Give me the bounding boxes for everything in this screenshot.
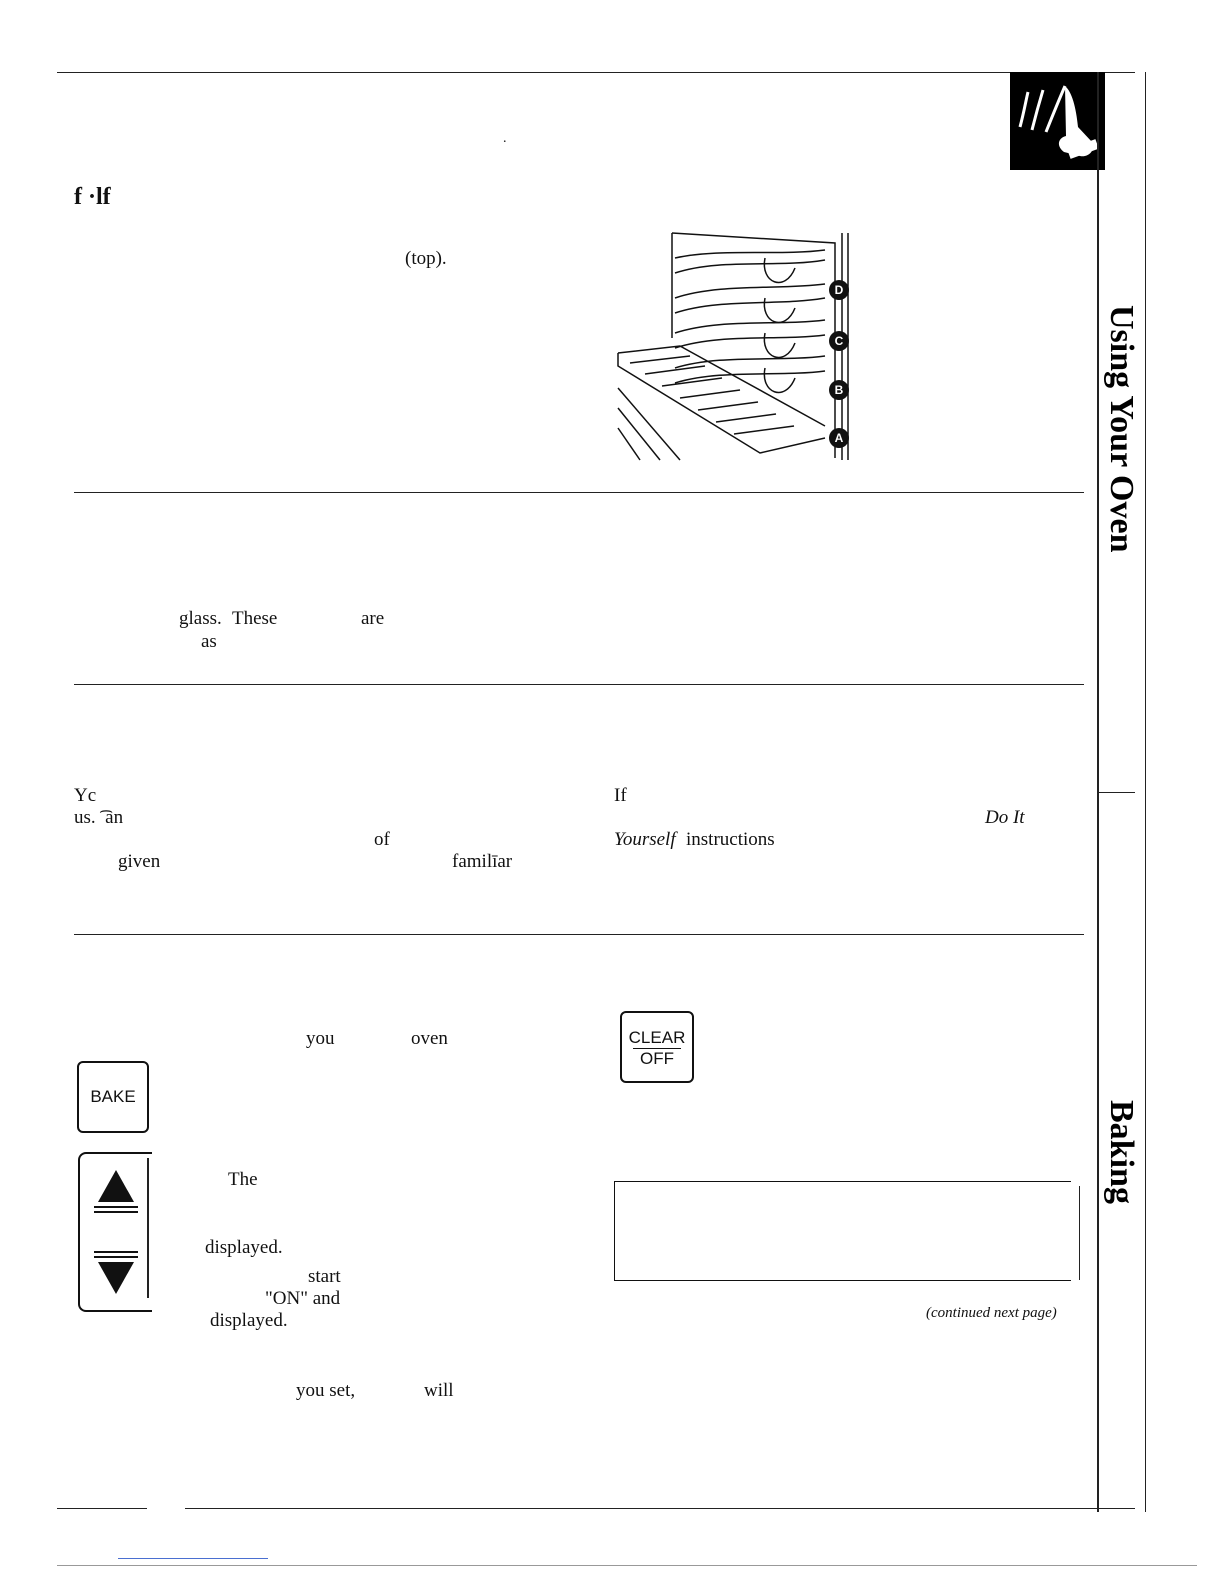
arrows-text5: displayed. <box>210 1310 288 1331</box>
bottom-rule-right <box>185 1508 1135 1509</box>
left-line4-b: familīar <box>452 851 513 872</box>
right-line3-italic: Yourself <box>614 829 676 850</box>
rack-position-d: D <box>829 280 849 300</box>
left-line2: us. ͡ an <box>74 807 124 828</box>
header-dot: . <box>503 131 507 146</box>
footer-rule <box>57 1565 1197 1566</box>
divider-1 <box>74 492 1084 493</box>
bottom-you-set: you set, <box>296 1380 356 1401</box>
right-line1: If <box>614 785 627 806</box>
arrow-keypad <box>78 1152 152 1312</box>
clear-off-key-button[interactable] <box>620 1011 694 1083</box>
note-box <box>614 1181 1071 1281</box>
section-heading-fragment: f ·lf <box>74 184 111 210</box>
arrows-text3: start <box>308 1266 341 1287</box>
arrows-text4: "ON" and <box>265 1288 341 1309</box>
left-line4-a: given <box>118 851 161 872</box>
bake-key-label: BAKE <box>90 1087 136 1106</box>
glass-line1-b: These <box>232 608 278 629</box>
footer-link-underline <box>118 1558 268 1559</box>
oven-rack-illustration <box>610 228 870 463</box>
up-arrow-icon[interactable] <box>92 1166 140 1214</box>
tab-using-your-oven: Using Your Oven <box>1103 305 1140 553</box>
divider-2 <box>74 684 1084 685</box>
tab-bar-right-edge <box>1145 72 1146 1512</box>
arrow-keypad-right-edge <box>147 1158 149 1298</box>
tab-divider <box>1097 792 1135 793</box>
bottom-rule-left <box>57 1508 147 1509</box>
rack-position-a: A <box>829 428 849 448</box>
down-arrow-icon[interactable] <box>92 1250 140 1298</box>
right-line2: Do It <box>985 807 1025 828</box>
note-box-right-edge <box>1079 1186 1080 1280</box>
arrows-text1: The <box>228 1169 258 1190</box>
hand-pointing-icon <box>1010 72 1105 170</box>
rack-position-c: C <box>829 331 849 351</box>
intro-oven: oven <box>411 1028 448 1049</box>
tab-baking: Baking <box>1103 1100 1140 1204</box>
top-text: (top). <box>405 248 447 269</box>
glass-line1-c: are <box>361 608 385 629</box>
clear-key-top-label: CLEAR <box>628 1028 686 1047</box>
glass-line1-a: glass. <box>179 608 222 629</box>
divider-3 <box>74 934 1084 935</box>
left-line1: Yc <box>74 785 97 806</box>
right-line3-rest: instructions <box>686 829 775 850</box>
rack-position-b: B <box>829 380 849 400</box>
bottom-will: will <box>424 1380 454 1401</box>
bake-key-button[interactable] <box>77 1061 149 1133</box>
clear-key-bottom-label: OFF <box>640 1049 674 1068</box>
left-line3: of <box>374 829 390 850</box>
arrows-text2: displayed. <box>205 1237 283 1258</box>
continued-next-page: (continued next page) <box>926 1305 1057 1321</box>
top-rule <box>57 72 1135 73</box>
intro-you: you <box>306 1028 335 1049</box>
glass-line2: as <box>201 631 217 652</box>
